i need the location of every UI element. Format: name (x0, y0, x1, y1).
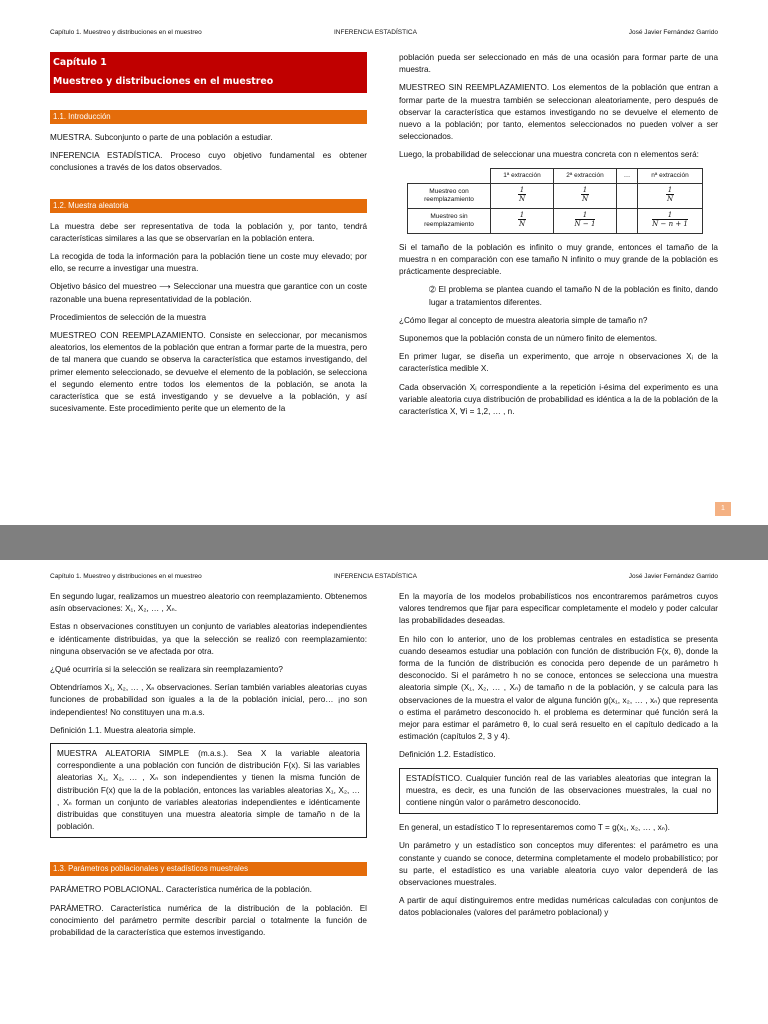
paragraph: Estas n observaciones constituyen un conjunto de variables aleatorias independientes e idénticamente distribuidas, ya que la selección se realizó con reemplazamiento: ninguna observación se ve afectada por otra. (50, 622, 367, 656)
paragraph: En hilo con lo anterior, uno de los problemas centrales en estadística se presenta cuando deseamos estudiar una población con función de distribución F(x, θ), donde la forma de la función de distribución es conocida pero depende de un parámetro h desconocido. Si el parámetro h no se conoce, entonces se selecciona una muestra aleatoria simple (X₁, X₂, … , Xₙ) de tamaño n de la población, y se calcula para las observaciones de la muestra el valor de alguna función g(x₁, x₂, … , xₙ) que representa o estima el parámetro desconocido h. el problema es determinar qué función será la mejor para estimar el parámetro θ, lo cual será resuelto en el capítulo dedicado a la estimación (capítulos 2, 3 y 4). (399, 634, 718, 742)
paragraph: MUESTREO CON REEMPLAZAMIENTO. Consiste en seleccionar, por mecanismos aleatorios, los elementos de la población que entran a formar parte de la muestra, pero de tal manera que cuando se observa la característica que estamos investigando, del primer elemento seleccionado, se devuelve el elemento de la población, se selecciona el segundo elemento entre todos los elementos de la población, se anota la característica que se está investigando y se devuelve a la población, y así sucesivamente. Este procedimiento perite que un elemento de la (50, 331, 367, 414)
definition-box-mas: MUESTRA ALEATORIA SIMPLE (m.a.s.). Sea X la variable aleatoria correspondiente a una población con función de distribución F(x). Si las variables aleatorias X₁, X₂, … , Xₙ son independientes y tienen la misma función de distribución F(x) que la de la población, entonces las variables aleatorias X₁, X₂, … , Xₙ forman un conjunto de variables aleatorias independientes e idénticamente distribuidas que constituyen una muestra aleatoria simple de tamaño n de la población. (50, 743, 367, 838)
right-column (399, 52, 718, 424)
paragraph: En general, un estadístico T lo representaremos como T = g(x₁, x₂, … , xₙ). (399, 823, 670, 833)
paragraph: Luego, la probabilidad de seleccionar una muestra concreta con n elementos será: (399, 150, 699, 160)
header-center: INFERENCIA ESTADÍSTICA (334, 573, 417, 580)
fraction: $\frac{1}{N - 1}$ (574, 210, 596, 228)
paragraph: Definición 1.1. Muestra aleatoria simple. (50, 725, 196, 735)
header-left: Capítulo 1. Muestreo y distribuciones en el muestreo (50, 29, 202, 36)
paragraph: ¿Qué ocurriría si la selección se realizara sin reemplazamiento? (50, 665, 283, 675)
table-header: 1ª extracción (491, 168, 554, 183)
page-header (50, 29, 718, 39)
fraction: $\frac{1}{N - n + 1}$ (652, 210, 688, 228)
paragraph: MUESTREO SIN REEMPLAZAMIENTO. Los elementos de la población que entran a formar parte de la muestra también se seleccionan aleatoriamente, pero después de observar la característica que estamos investigando no se devuelve el elemento de nuevo a la población; por tanto, elementos seleccionados no pueden volver a ser seleccionados. (399, 83, 718, 142)
paragraph: MUESTRA. Subconjunto o parte de una población a estudiar. (50, 133, 273, 142)
paragraph: INFERENCIA ESTADÍSTICA. Proceso cuyo objetivo fundamental es obtener conclusiones a través de los datos observados. (50, 151, 367, 173)
paragraph: Procedimientos de selección de la muestra (50, 312, 207, 322)
table-row (408, 183, 703, 208)
section-heading-1-3: 1.3. Parámetros poblacionales y estadísticos muestrales (50, 862, 367, 876)
header-center: INFERENCIA ESTADÍSTICA (334, 29, 417, 36)
table-row (408, 208, 703, 233)
paragraph: PARÁMETRO. Característica numérica de la distribución de la población. El conocimiento del parámetro permite describir parcial o totalmente la función de probabilidad de la característica que estemos investigando. (50, 903, 367, 938)
table-header: nª extracción (638, 168, 703, 183)
paragraph: Obtendríamos X₁, X₂, … , Xₙ observaciones. Serían también variables aleatorias cuyas funciones de probabilidad son iguales a la de la población inicial, pero… ¡no son independientes! No constituyen una m.a.s. (50, 683, 367, 717)
paragraph: En primer lugar, se diseña un experimento, que arroje n observaciones Xᵢ de la característica medible X. (399, 352, 718, 374)
paragraph: En la mayoría de los modelos probabilísticos nos encontraremos parámetros cuyos valores tendremos que fijar para especificar completamente el modelo y poder calcular las probabilidades deseadas. (399, 592, 718, 626)
paragraph: En segundo lugar, realizamos un muestreo aleatorio con reemplazamiento. Obtenemos asín observaciones: X₁, X₂, … , Xₙ. (50, 592, 367, 614)
left-column (50, 591, 367, 945)
header-right: José Javier Fernández Garrido (628, 29, 718, 36)
table-header-row (408, 168, 703, 183)
paragraph: población pueda ser seleccionado en más de una ocasión para formar parte de una muestra. (399, 53, 718, 75)
fraction: $\frac{1}{N}$ (518, 185, 526, 203)
probability-table (407, 168, 703, 234)
chapter-title: Muestreo y distribuciones en el muestreo (53, 76, 274, 87)
page-header (50, 573, 718, 583)
paragraph: PARÁMETRO POBLACIONAL. Característica numérica de la población. (50, 885, 312, 895)
note-paragraph: ➁ El problema se plantea cuando el tamaño N de la población es finito, dando lugar a tratamientos diferentes. (429, 285, 718, 307)
fraction: $\frac{1}{N}$ (518, 210, 526, 228)
paragraph: Un parámetro y un estadístico son conceptos muy diferentes: el parámetro es una constante y cuando se conoce, determina completamente el modelo probabilístico; por su parte, el estadístico es una variable aleatoria cuyo valor dependerá de las observaciones muestrales. (399, 841, 718, 888)
right-column (399, 591, 718, 926)
section-heading-1-1: 1.1. Introducción (50, 110, 367, 124)
left-column (50, 52, 367, 421)
page-2 (0, 560, 768, 1024)
definition-box-estadistico: ESTADÍSTICO. Cualquier función real de las variables aleatorias que integran la muestra, es decir, es una función de las observaciones muestrales, la cual no contiene ningún valor o parámetro desconocido. (399, 768, 718, 815)
paragraph: ¿Cómo llegar al concepto de muestra aleatoria simple de tamaño n? (399, 315, 648, 325)
chapter-banner (50, 52, 367, 93)
table-header: 2ª extracción (554, 168, 617, 183)
paragraph: Suponemos que la población consta de un número finito de elementos. (399, 334, 658, 344)
paragraph: Si el tamaño de la población es infinito o muy grande, entonces el tamaño de la muestra n en comparación con ese tamaño N infinito o muy grande de la población es prácticamente despreciable. (399, 242, 718, 277)
chapter-number: Capítulo 1 (53, 57, 107, 68)
paragraph: Objetivo básico del muestreo ⟶ Seleccionar una muestra que garantice con un coste razonable una buena representatividad de la población. (50, 282, 367, 304)
paragraph: Definición 1.2. Estadístico. (399, 750, 496, 760)
fraction: $\frac{1}{N}$ (581, 185, 589, 203)
row-label: Muestreo con reemplazamiento (408, 183, 491, 208)
paragraph: La muestra debe ser representativa de toda la población y, por tanto, tendrá características similares a las que se observarían en la población entera. (50, 221, 367, 243)
header-left: Capítulo 1. Muestreo y distribuciones en el muestreo (50, 573, 202, 580)
page-number-badge: 1 (715, 502, 731, 516)
paragraph: Cada observación Xᵢ correspondiente a la repetición i-ésima del experimento es una variable aleatoria cuya distribución de probabilidad es idéntica a la de la población de la característica X, ∀i = 1,2, … , n. (399, 382, 718, 417)
header-right: José Javier Fernández Garrido (628, 573, 718, 580)
paragraph: La recogida de toda la información para la población tiene un coste muy elevado; por ello, se recurre a investigar una muestra. (50, 252, 367, 274)
fraction: $\frac{1}{N}$ (666, 185, 674, 203)
row-label: Muestreo sin reemplazamiento (408, 208, 491, 233)
paragraph: A partir de aquí distinguiremos entre medidas numéricas calculadas con conjuntos de datos poblacionales (valores del parámetro poblacional) y (399, 896, 718, 918)
section-heading-1-2: 1.2. Muestra aleatoria (50, 199, 367, 213)
table-header: … (617, 168, 638, 183)
